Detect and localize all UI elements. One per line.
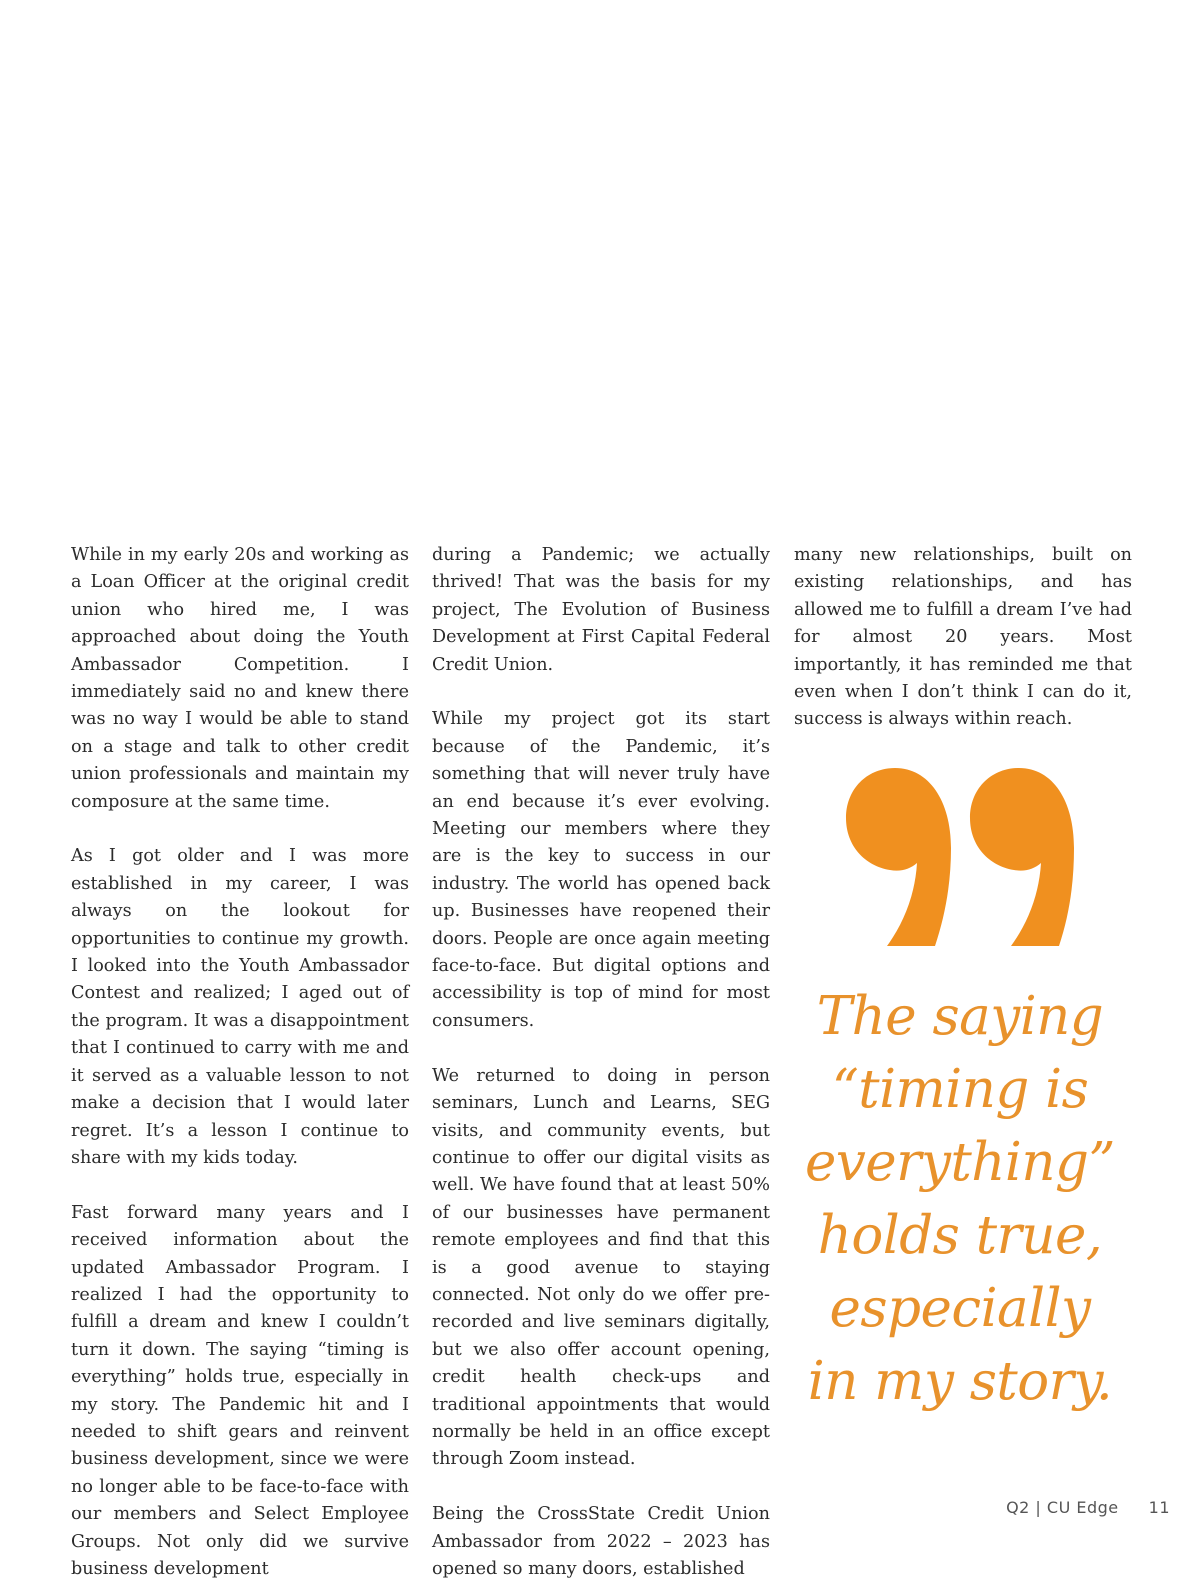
- pull-quote-line: “timing is: [831, 1059, 1089, 1120]
- pull-quote-line: holds true,: [817, 1205, 1103, 1266]
- pull-quote-line: especially: [829, 1278, 1091, 1339]
- paragraph: many new relationships, built on existing relationships, and has allowed me to fulfill a dream I’ve had for almost 20 years. Most importantly, it has reminded me that even when I don’t think I can do it, success is always within reach.: [794, 545, 1132, 730]
- article-column-2: [432, 542, 770, 1583]
- page-number: 11: [1148, 1498, 1170, 1517]
- page-footer: [1006, 1498, 1170, 1517]
- paragraph: As I got older and I was more established in my career, I was always on the lookout for opportunities to continue my growth. I looked into the Youth Ambassador Contest and realized; I aged out of the program. It was a disappointment that I continued to carry with me and it served as a valuable lesson to not make a decision that I would later regret. It’s a lesson I continue to share with my kids today.: [71, 846, 409, 1168]
- article-column-3: [794, 542, 1132, 734]
- publication-label: Q2 | CU Edge: [1006, 1498, 1119, 1517]
- paragraph: during a Pandemic; we actually thrived! That was the basis for my project, The Evolution of Business Development at First Capital Federal Credit Union.: [432, 545, 770, 675]
- pull-quote-line: The saying: [816, 986, 1104, 1047]
- article-column-1: [71, 542, 409, 1583]
- quote-mark-icon: [845, 766, 1075, 948]
- paragraph: While in my early 20s and working as a Loan Officer at the original credit union who hired me, I was approached about doing the Youth Ambassador Competition. I immediately said no and knew there was no way I would be able to stand on a stage and talk to other credit union professionals and maintain my composure at the same time.: [71, 545, 409, 812]
- paragraph: We returned to doing in person seminars, Lunch and Learns, SEG visits, and community events, but continue to offer our digital visits as well. We have found that at least 50% of our businesses have permanent remote employees and find that this is a good avenue to staying connected. Not only do we offer pre-recorded and live seminars digitally, but we also offer account opening, credit health check-ups and traditional appointments that would normally be held in an office except through Zoom instead.: [432, 1065, 770, 1470]
- paragraph: While my project got its start because of the Pandemic, it’s something that will never truly have an end because it’s ever evolving. Meeting our members where they are is the key to success in our industry. The world has opened back up. Businesses have reopened their doors. People are once again meeting face-to-face. But digital options and accessibility is top of mind for most consumers.: [432, 709, 770, 1031]
- pull-quote-line: everything”: [805, 1132, 1115, 1193]
- paragraph: Being the CrossState Credit Union Ambassador from 2022 – 2023 has opened so many doors, established: [432, 1504, 770, 1579]
- pull-quote-line: in my story.: [807, 1351, 1113, 1412]
- paragraph: Fast forward many years and I received information about the updated Ambassador Program. I realized I had the opportunity to fulfill a dream and knew I couldn’t turn it down. The saying “timing is everything” holds true, especially in my story. The Pandemic hit and I needed to shift gears and reinvent business development, since we were no longer able to be face-to-face with our members and Select Employee Groups. Not only did we survive business development: [71, 1202, 409, 1579]
- pull-quote: [800, 980, 1120, 1418]
